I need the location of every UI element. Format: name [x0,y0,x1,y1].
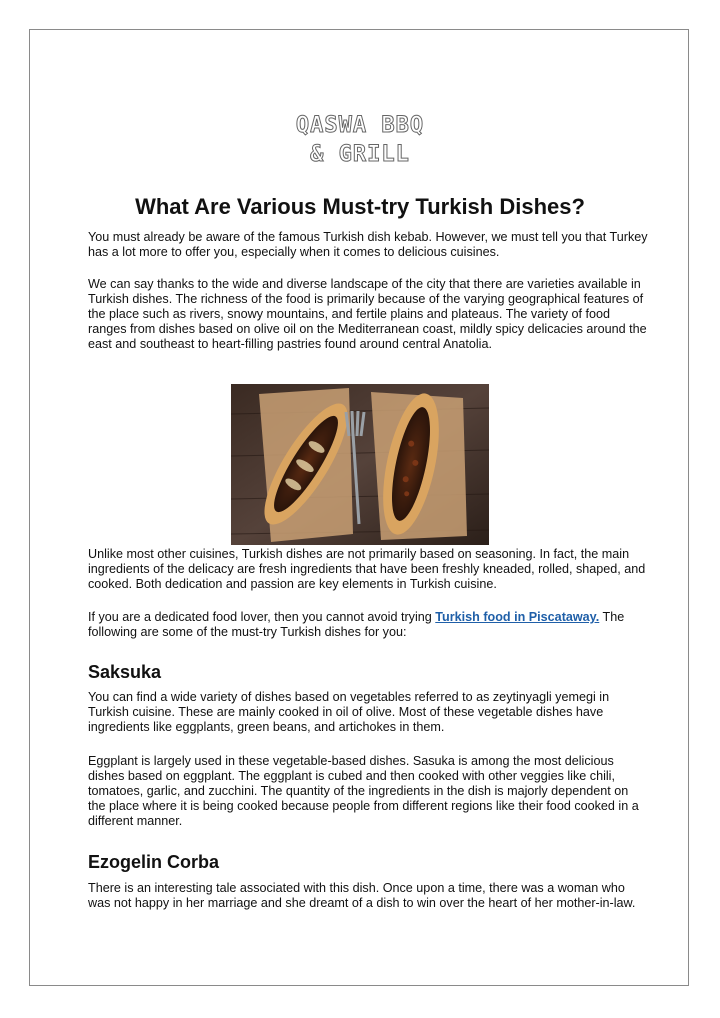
saksuka-paragraph-2: Eggplant is largely used in these vegetable-based dishes. Sasuka is among the most delicious dishes based on eggplant. The eggplant is cubed and then cooked with other veggies like chili, tomatoes, garlic, and zucchini. The quantity of the ingredients in the dish is majorly dependent on the place where it is being cooked because people from different regions like their food cooked in a different manner. [88,754,639,828]
logo-line-2: & GRILL [310,142,410,167]
intro-paragraph-2: We can say thanks to the wide and diverse landscape of the city that there are varieties available in Turkish dishes. The richness of the food is primarily because of the varying geographical features of the place such as rivers, snowy mountains, and fertile plains and plateaus. The variety of food ranges from dishes based on olive oil on the Mediterranean coast, mildly spicy delicacies around the east and southeast to heart-filling pastries found around central Anatolia. [88,277,647,351]
heading-saksuka: Saksuka [88,662,162,682]
paragraph-seasoning: Unlike most other cuisines, Turkish dishes are not primarily based on seasoning. In fact, the main ingredients of the delicacy are fresh ingredients that have been freshly kneaded, rolled, shaped, and cooked. Both dedication and passion are key elements in Turkish cuisine. [88,547,646,591]
food-photo [231,384,489,545]
ezogelin-paragraph-1: There is an interesting tale associated with this dish. Once upon a time, there was a woman who was not happy in her marriage and she dreamt of a dish to win over the heart of her mother-in-law. [88,881,636,910]
food-lover-text-end: The following are some of the must-try Turkish dishes for you: [88,610,625,639]
logo-line-1: QASWA BBQ [295,113,425,138]
turkish-food-link[interactable]: Turkish food in Piscataway. [435,610,600,624]
saksuka-paragraph-1: You can find a wide variety of dishes based on vegetables referred to as zeytinyagli yemegi in Turkish cuisine. These are mainly cooked in oil of olive. Most of these vegetable dishes have ingredients like eggplants, green beans, and artichokes in them. [88,690,610,734]
food-lover-text-start: If you are a dedicated food lover, then you cannot avoid trying [88,610,436,624]
heading-ezogelin-corba: Ezogelin Corba [88,852,220,872]
pide-image [231,384,489,545]
page-title: What Are Various Must-try Turkish Dishes? [135,194,585,219]
paragraph-food-lover [88,610,648,640]
intro-paragraph-1: You must already be aware of the famous Turkish dish kebab. However, we must tell you that Turkey has a lot more to offer you, especially when it comes to delicious cuisines. [88,230,648,259]
